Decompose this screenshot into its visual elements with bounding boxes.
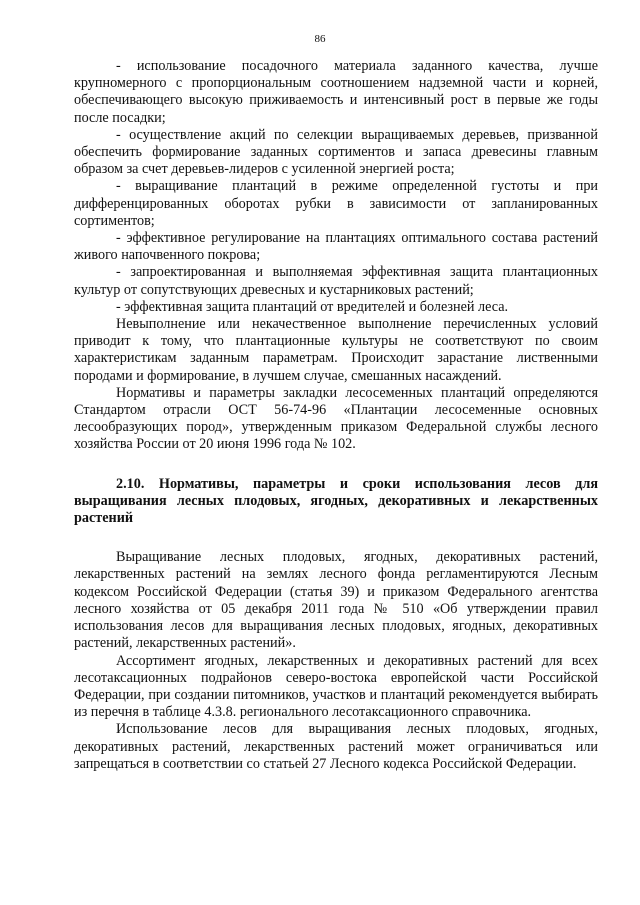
paragraph-restrictions: Использование лесов для выращивания лесных плодовых, ягодных, декоративных растений, лекарственных растений может ограничиваться или запрещаться в соответствии со статьей 27 Лесного кодекса Российской Федерации. (74, 721, 598, 772)
list-item-density: - выращивание плантаций в режиме определенной густоты и при дифференцированных оборотах рубки в зависимости от запланированных сортиментов; (74, 178, 598, 229)
paragraph-regulation: Выращивание лесных плодовых, ягодных, декоративных растений, лекарственных растений на землях лесного фонда регламентируются Лесным кодексом Российской Федерации (статья 39) и приказом Федерального агентства лесного хозяйства от 05 декабря 2011 года № 510 «Об утверждении правил использования лесов для выращивания лесных плодовых, ягодных, декоративных растений, лекарственных растений». (74, 549, 598, 652)
page-number: 86 (314, 33, 326, 45)
list-item-protection-plants: - запроектированная и выполняемая эффективная защита плантационных культур от сопутствующих древесных и кустарниковых растений; (74, 264, 598, 298)
paragraph-nonfulfillment: Невыполнение или некачественное выполнение перечисленных условий приводит к тому, что плантационные культуры не соответствуют по своим характеристикам заданным параметрам. Происходит зарастание лиственными породами и формирование, в лучшем случае, смешанных насаждений. (74, 316, 598, 384)
paragraph-standards: Нормативы и параметры закладки лесосеменных плантаций определяются Стандартом отрасли ОСТ 56-74-96 «Плантации лесосеменные основных лесообразующих пород», утвержденным приказом Федеральной службы лесного хозяйства России от 20 июня 1996 года № 102. (74, 384, 598, 453)
section-heading: 2.10. Нормативы, параметры и сроки использования лесов для выращивания лесных плодовых, ягодных, декоративных и лекарственных растений (74, 475, 598, 527)
list-item-ground-cover: - эффективное регулирование на плантациях оптимального состава растений живого напочвенного покрова; (74, 230, 598, 264)
paragraph-assortment: Ассортимент ягодных, лекарственных и декоративных растений для всех лесотаксационных подрайонов северо-востока европейской части Российской Федерации, при создании питомников, участков и плантаций рекомендуется выбирать из перечня в таблице 4.3.8. регионального лесотаксационного справочника. (74, 652, 598, 721)
list-item-planting-material: - использование посадочного материала заданного качества, лучше крупномерного с пропорциональным соотношением надземной части и корней, обеспечивающего высокую приживаемость и интенсивный рост в первые же годы после посадки; (74, 58, 598, 126)
list-item-protection-pests: - эффективная защита плантаций от вредителей и болезней леса. (116, 298, 509, 315)
page-content (74, 58, 598, 773)
list-item-selection: - осуществление акций по селекции выращиваемых деревьев, призванной обеспечить формирование заданных сортиментов и запаса древесины главным образом за счет деревьев-лидеров с усиленной энергией роста; (74, 126, 598, 178)
